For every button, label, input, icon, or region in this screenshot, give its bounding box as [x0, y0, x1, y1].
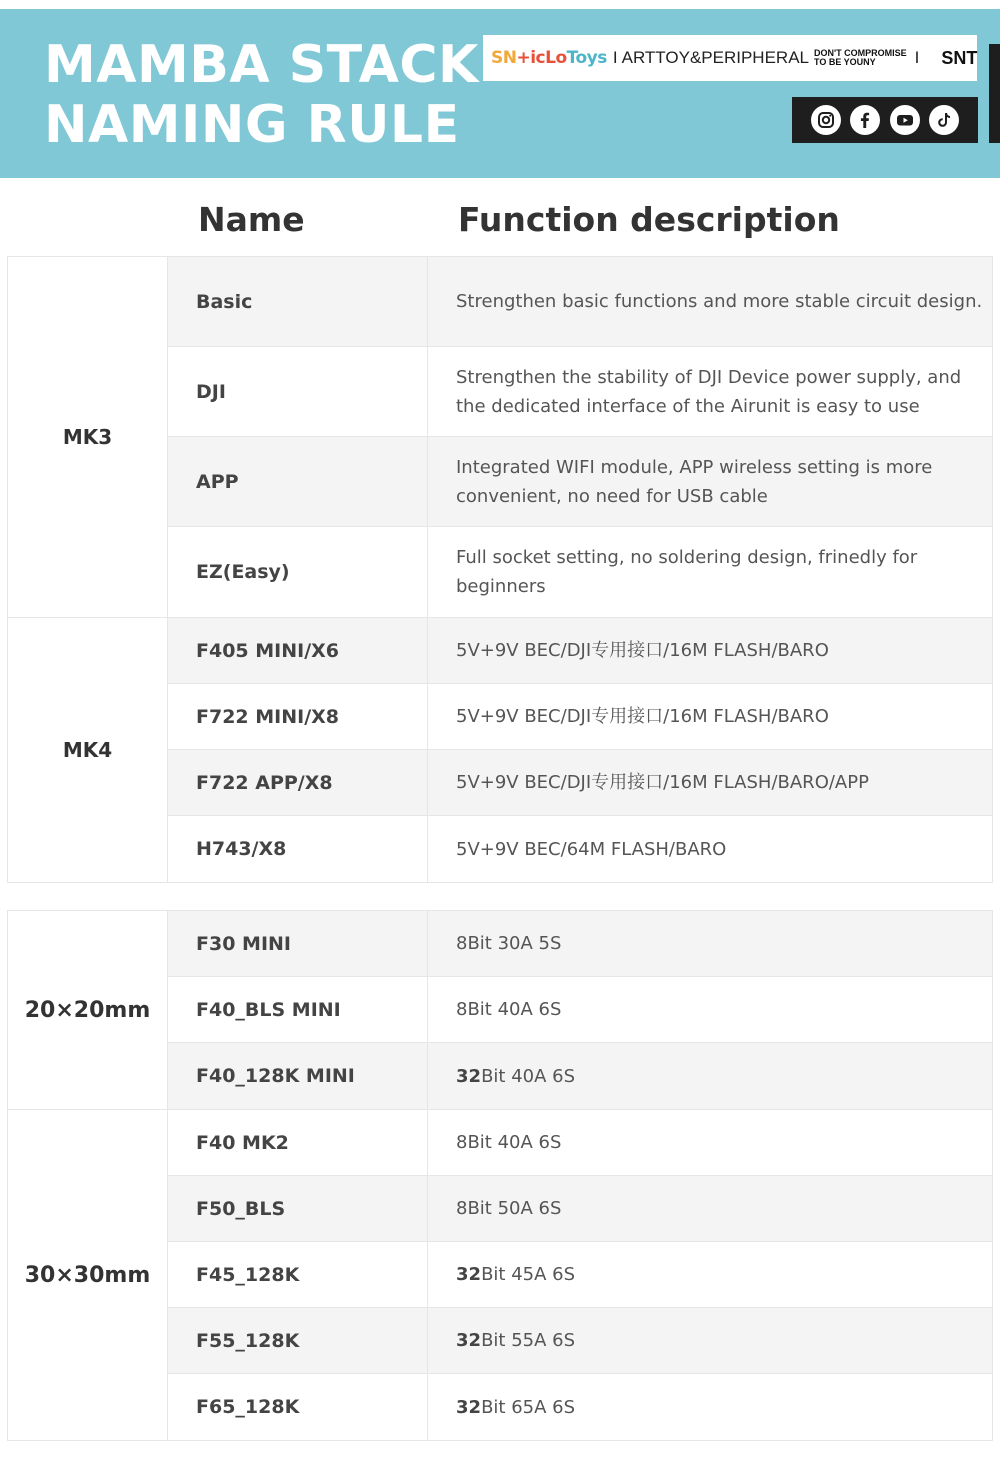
row-description: 8Bit 50A 6S: [456, 1198, 562, 1219]
table-row: [168, 347, 992, 437]
table-row: [168, 527, 992, 617]
group-label: MK3: [7, 257, 167, 617]
row-description: 5V+9V BEC/DJI专用接口/16M FLASH/BARO: [456, 640, 829, 661]
table-row: [168, 1308, 992, 1374]
row-description: 8Bit 40A 6S: [456, 1132, 562, 1153]
group-label: 30×30mm: [7, 1110, 167, 1440]
row-name: H743/X8: [168, 816, 428, 882]
table-row: [168, 257, 992, 347]
group-mk4: [7, 618, 993, 883]
group-20x20: [7, 911, 993, 1110]
row-description: 32 Bit 45A 6S: [456, 1264, 576, 1285]
brand-tagline: ARTTOY&PERIPHERAL: [621, 48, 809, 67]
table-row: [168, 1176, 992, 1242]
row-description: Full socket setting, no soldering design, frinedly for beginners: [456, 547, 918, 597]
row-name: F55_128K: [168, 1308, 428, 1373]
row-name: EZ(Easy): [168, 527, 428, 617]
header-side-bar: [989, 44, 1000, 143]
brand-separator-2: I: [914, 48, 920, 67]
row-name: F40_BLS MINI: [168, 977, 428, 1042]
table-row: [168, 1374, 992, 1440]
snt-logo[interactable]: SNT: [941, 47, 978, 68]
group-mk3: [7, 257, 993, 618]
row-name: F40_128K MINI: [168, 1043, 428, 1109]
table-row: [168, 684, 992, 750]
row-name: F50_BLS: [168, 1176, 428, 1241]
row-name: DJI: [168, 347, 428, 436]
youtube-icon[interactable]: [890, 105, 920, 135]
table-row: [168, 1043, 992, 1109]
row-description: 5V+9V BEC/64M FLASH/BARO: [456, 838, 727, 860]
row-name: APP: [168, 437, 428, 526]
tiktok-icon[interactable]: [929, 105, 959, 135]
row-name: F65_128K: [168, 1374, 428, 1440]
table-row: [168, 1110, 992, 1176]
social-links: [792, 97, 978, 143]
table-row: [168, 1242, 992, 1308]
column-header-function: Function description: [458, 200, 840, 239]
table-row: [168, 437, 992, 527]
row-description: 8Bit 40A 6S: [456, 999, 562, 1020]
brand-separator: I: [612, 48, 618, 67]
group-label: 20×20mm: [7, 911, 167, 1109]
row-description: 32 Bit 55A 6S: [456, 1330, 576, 1351]
facebook-icon[interactable]: [850, 105, 880, 135]
snicklo-toys-logo[interactable]: SN+icLoToys: [491, 48, 607, 68]
table-row: [168, 977, 992, 1043]
table-row: [168, 618, 992, 684]
row-description: 5V+9V BEC/DJI专用接口/16M FLASH/BARO/APP: [456, 772, 869, 793]
group-30x30: [7, 1110, 993, 1441]
row-description: Strengthen the stability of DJI Device power supply, and the dedicated interface of the Airunit is easy to use: [456, 366, 962, 417]
brand-bar: [483, 35, 977, 81]
row-name: F40 MK2: [168, 1110, 428, 1175]
row-name: F722 APP/X8: [168, 750, 428, 815]
row-name: F405 MINI/X6: [168, 618, 428, 683]
brand-slogan: DON'T COMPROMISE TO BE YOUNY: [813, 48, 907, 67]
table-row: [168, 911, 992, 977]
instagram-icon[interactable]: [811, 105, 841, 135]
group-label: MK4: [7, 618, 167, 882]
title-line-2: NAMING RULE: [44, 95, 460, 155]
row-name: F722 MINI/X8: [168, 684, 428, 749]
page-title: [44, 35, 479, 155]
row-description: Strengthen basic functions and more stable circuit design.: [456, 291, 983, 312]
row-name: F30 MINI: [168, 911, 428, 976]
row-description: 8Bit 30A 5S: [456, 933, 562, 954]
row-description: Integrated WIFI module, APP wireless setting is more convenient, no need for USB cable: [456, 456, 933, 507]
esc-table: [7, 910, 993, 1441]
table-row: [168, 816, 992, 882]
row-name: F45_128K: [168, 1242, 428, 1307]
row-description: 5V+9V BEC/DJI专用接口/16M FLASH/BARO: [456, 706, 829, 727]
column-header-name: Name: [198, 200, 305, 239]
title-line-1: MAMBA STACK: [44, 35, 479, 95]
row-description: 32 Bit 40A 6S: [456, 1065, 576, 1087]
row-name: Basic: [168, 257, 428, 346]
stack-table: [7, 256, 993, 883]
table-row: [168, 750, 992, 816]
row-description: 32 Bit 65A 6S: [456, 1396, 576, 1418]
